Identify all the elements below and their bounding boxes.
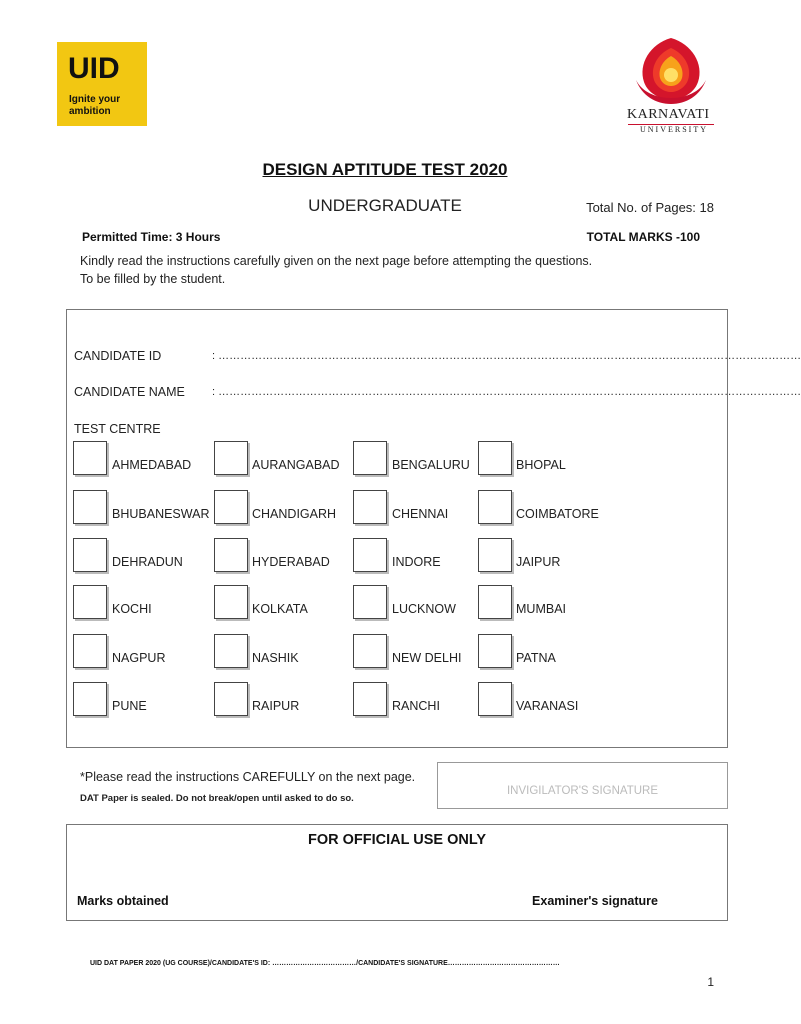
centre-label-bhopal: BHOPAL	[516, 458, 566, 472]
centre-checkbox-nashik[interactable]	[214, 634, 248, 668]
centre-checkbox-indore[interactable]	[353, 538, 387, 572]
total-marks: TOTAL MARKS -100	[586, 230, 700, 244]
centre-checkbox-ranchi[interactable]	[353, 682, 387, 716]
test-centre-label: TEST CENTRE	[74, 422, 161, 436]
uid-logo-title: UID	[68, 52, 120, 85]
centre-label-ahmedabad: AHMEDABAD	[112, 458, 192, 472]
centre-checkbox-kochi[interactable]	[73, 585, 107, 619]
centre-label-kochi: KOCHI	[112, 602, 152, 616]
centre-label-varanasi: VARANASI	[516, 699, 579, 713]
official-use-title: FOR OFFICIAL USE ONLY	[307, 832, 487, 848]
karnavati-name: KARNAVATI	[627, 107, 710, 122]
examiner-signature-label: Examiner's signature	[532, 894, 658, 908]
page-footer: UID DAT PAPER 2020 (UG COURSE)/CANDIDATE'S ID: ………………………………/CANDIDATE'S SIGNATURE…………………………………………	[90, 960, 560, 967]
instructions-note: *Please read the instructions CAREFULLY on the next page.	[80, 770, 416, 784]
centre-checkbox-aurangabad[interactable]	[214, 441, 248, 475]
centre-checkbox-jaipur[interactable]	[478, 538, 512, 572]
total-pages: Total No. of Pages: 18	[586, 200, 714, 215]
centre-label-nashik: NASHIK	[252, 651, 299, 665]
centre-label-new-delhi: NEW DELHI	[392, 651, 462, 665]
centre-label-kolkata: KOLKATA	[252, 602, 308, 616]
permitted-time: Permitted Time: 3 Hours	[82, 230, 221, 244]
centre-label-indore: INDORE	[392, 555, 441, 569]
centre-checkbox-bhubaneswar[interactable]	[73, 490, 107, 524]
centre-label-lucknow: LUCKNOW	[392, 602, 456, 616]
page-subtitle: UNDERGRADUATE	[308, 196, 462, 215]
centre-label-bhubaneswar: BHUBANESWAR	[112, 507, 210, 521]
centre-label-chandigarh: CHANDIGARH	[252, 507, 337, 521]
centre-checkbox-hyderabad[interactable]	[214, 538, 248, 572]
centre-checkbox-patna[interactable]	[478, 634, 512, 668]
invigilator-signature-label: INVIGILATOR'S SIGNATURE	[506, 785, 659, 797]
flame-emblem-icon	[622, 34, 720, 108]
candidate-id-label: CANDIDATE ID	[74, 349, 162, 363]
marks-obtained-label: Marks obtained	[77, 894, 169, 908]
centre-label-coimbatore: COIMBATORE	[516, 507, 599, 521]
centre-checkbox-raipur[interactable]	[214, 682, 248, 716]
centre-checkbox-dehradun[interactable]	[73, 538, 107, 572]
centre-checkbox-coimbatore[interactable]	[478, 490, 512, 524]
centre-checkbox-bhopal[interactable]	[478, 441, 512, 475]
page-number: 1	[707, 975, 714, 989]
candidate-id-field[interactable]: : ……………………………………………………………………………………………………………………………………………	[212, 350, 801, 362]
centre-checkbox-bengaluru[interactable]	[353, 441, 387, 475]
candidate-details-box	[66, 309, 801, 748]
centre-label-aurangabad: AURANGABAD	[252, 458, 340, 472]
centre-label-bengaluru: BENGALURU	[392, 458, 470, 472]
karnavati-logo	[622, 34, 720, 134]
centre-checkbox-chennai[interactable]	[353, 490, 387, 524]
centre-checkbox-varanasi[interactable]	[478, 682, 512, 716]
centre-checkbox-new-delhi[interactable]	[353, 634, 387, 668]
uid-logo	[57, 42, 147, 126]
centre-checkbox-ahmedabad[interactable]	[73, 441, 107, 475]
uid-logo-tagline: Ignite your ambition	[69, 94, 121, 117]
candidate-name-field[interactable]: : ……………………………………………………………………………………………………………………………………………	[212, 386, 801, 398]
centre-label-nagpur: NAGPUR	[112, 651, 166, 665]
centre-checkbox-chandigarh[interactable]	[214, 490, 248, 524]
centre-label-jaipur: JAIPUR	[516, 555, 561, 569]
centre-label-pune: PUNE	[112, 699, 147, 713]
centre-label-raipur: RAIPUR	[252, 699, 300, 713]
centre-label-dehradun: DEHRADUN	[112, 555, 183, 569]
karnavati-sub: UNIVERSITY	[640, 125, 708, 134]
sealed-note: DAT Paper is sealed. Do not break/open until asked to do so.	[80, 793, 354, 804]
centre-checkbox-mumbai[interactable]	[478, 585, 512, 619]
centre-label-chennai: CHENNAI	[392, 507, 449, 521]
candidate-name-label: CANDIDATE NAME	[74, 385, 185, 399]
centre-checkbox-nagpur[interactable]	[73, 634, 107, 668]
centre-checkbox-lucknow[interactable]	[353, 585, 387, 619]
centre-checkbox-kolkata[interactable]	[214, 585, 248, 619]
invigilator-signature-box[interactable]	[437, 762, 728, 809]
centre-checkbox-pune[interactable]	[73, 682, 107, 716]
instruction-line-1: Kindly read the instructions carefully given on the next page before attempting the questions.	[80, 254, 593, 268]
instruction-line-2: To be filled by the student.	[80, 272, 226, 286]
centre-label-hyderabad: HYDERABAD	[252, 555, 330, 569]
centre-label-mumbai: MUMBAI	[516, 602, 566, 616]
page-title: DESIGN APTITUDE TEST 2020	[262, 160, 508, 179]
centre-label-patna: PATNA	[516, 651, 556, 665]
centre-label-ranchi: RANCHI	[392, 699, 440, 713]
